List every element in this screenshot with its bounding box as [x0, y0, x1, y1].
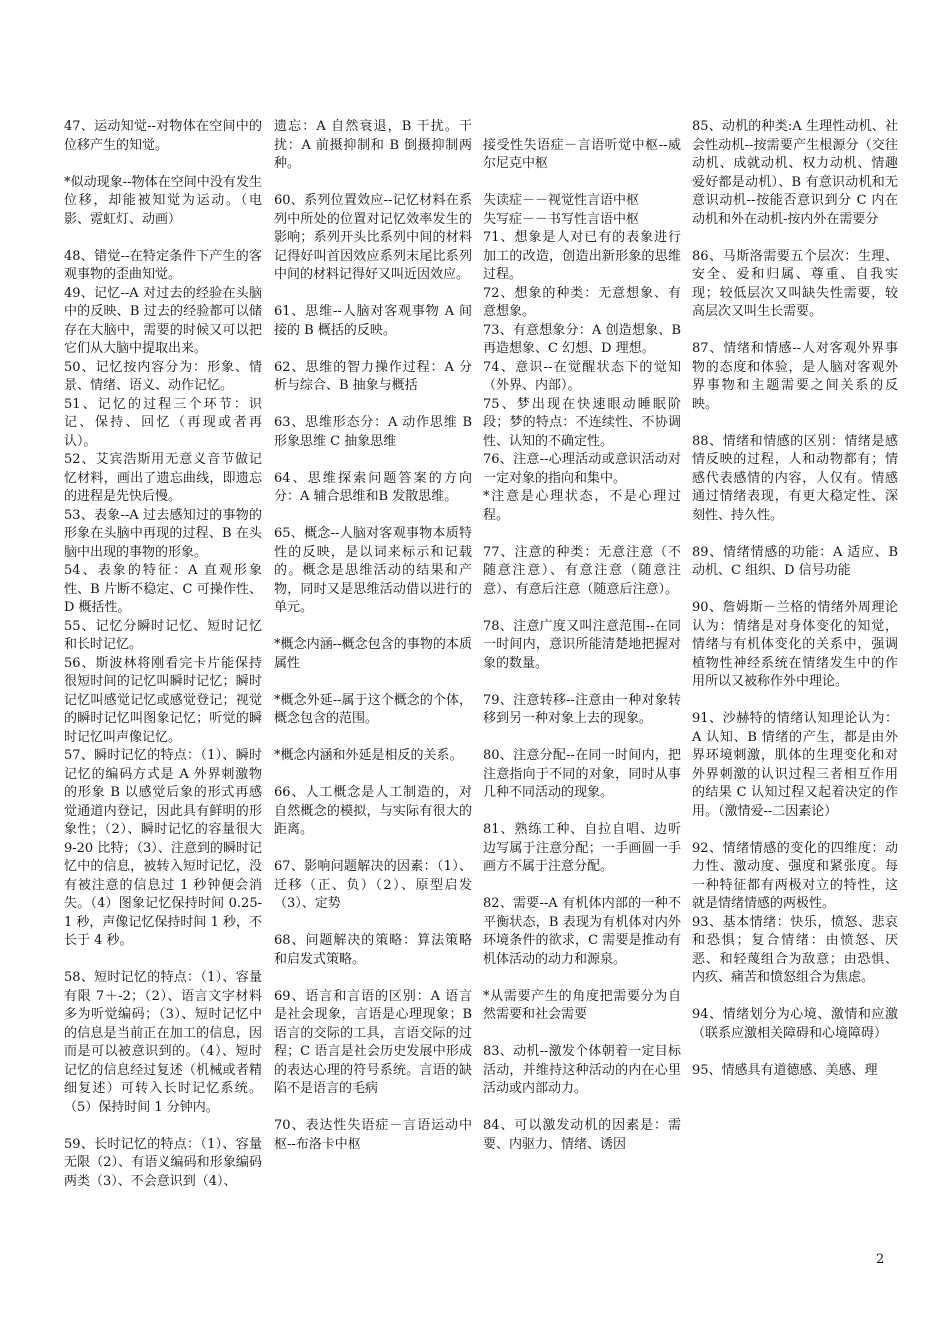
paragraph: 64、思维探索问题答案的方向分：A 辅合思维和B 发散思维。 — [274, 470, 472, 504]
paragraph: 84、可以激发动机的因素是：需要、内驱力、情绪、诱因 — [483, 1118, 681, 1152]
paragraph: 49、记忆--A 对过去的经验在头脑中的反映、B 过去的经验都可以储存在大脑中，需要的时候又可以把它们从大脑中提取出来。 — [64, 285, 262, 356]
paragraph: 75、梦出现在快速眼动睡眠阶段；梦的特点：不连续性、不协调性、认知的不确定性。 — [483, 396, 681, 449]
paragraph: 63、思维形态分：A 动作思维 B 形象思维 C 抽象思维 — [274, 415, 477, 449]
paragraph: 67、影响问题解决的因素：（1）、迁移（正、负）（2）、原型启发（3）、定势 — [274, 859, 472, 911]
paragraph: *概念内涵--概念包含的事物的本质属性 — [274, 637, 472, 671]
paragraph: 72、想象的种类：无意想象、有意想象。 — [483, 285, 681, 319]
paragraph: 61、思维--人脑对客观事物 A 间接的 B 概括的反映。 — [274, 304, 472, 338]
paragraph: 失写症－－书写性言语中枢 — [483, 211, 640, 227]
paragraph: 82、需要--A 有机体内部的一种不平衡状态，B 表现为有机体对内外环境条件的欲求，C 需要是推动有机体活动的动力和源泉。 — [483, 896, 681, 967]
paragraph: 71、想象是人对已有的表象进行加工的改造，创造出新形象的思维过程。 — [483, 230, 681, 282]
paragraph: 95、情感具有道德感、美感、理 — [692, 1062, 878, 1078]
paragraph: 55、记忆分瞬时记忆、短时记忆和长时记忆。 — [64, 618, 262, 652]
paragraph: 66、人工概念是人工制造的，对自然概念的模拟，与实际有很大的距离。 — [274, 785, 472, 837]
paragraph: 65、概念--人脑对客观事物本质特性的反映，是以词来标示和记载的。概念是思维活动的结果和产物，同时又是思维活动借以进行的单元。 — [274, 526, 472, 615]
paragraph: 94、情绪划分为心境、激情和应激（联系应激相关障碍和心境障碍） — [692, 1007, 898, 1041]
paragraph: 90、詹姆斯－兰格的情绪外周理论认为：情绪是对身体变化的知觉，情绪与有机体变化的关系中，强调植物性神经系统在情绪发生中的作用所以又被称作外中理论。 — [692, 600, 898, 689]
paragraph: 68、问题解决的策略：算法策略和启发式策略。 — [274, 933, 472, 967]
paragraph: 52、艾宾浩斯用无意义音节做记忆材料，画出了遗忘曲线，即遗忘的进程是先快后慢。 — [64, 452, 262, 504]
paragraph: *概念外延--属于这个概念的个体，概念包含的范围。 — [274, 692, 472, 726]
paragraph: 85、动机的种类:A 生理性动机、社会性动机--按需要产生根源分（交往动机、成就动机、权力动机、情趣爱好都是动机）、B 有意识动机和无意识动机--按能否意识到分 C 内在动机和外在动机-按内外在需要分 — [692, 119, 898, 227]
paragraph: 62、思维的智力操作过程：A 分析与综合、B 抽象与概括 — [274, 359, 472, 393]
paragraph: 48、错觉--在特定条件下产生的客观事物的歪曲知觉。 — [64, 248, 262, 282]
paragraph: 59、长时记忆的特点：（1）、容量无限（2）、有语义编码和形象编码两类（3）、不会意识到（4）、 — [64, 1136, 262, 1189]
paragraph: 60、系列位置效应--记忆材料在系列中所处的位置对记忆效率发生的影响；系列开头比系列中间的材料记得好叫首因效应系列末尾比系列中间的材料记得好又叫近因效应。 — [274, 193, 472, 282]
paragraph: 58、短时记忆的特点：（1）、容量有限 7＋-2；（2）、语言文字材料多为听觉编码；（3）、短时记忆中的信息是当前正在加工的信息，因而是可以被意识到的。（4）、短时记忆的信息经过复述（机械或者精细复述）可转入长时记忆系统。（5）保持时间 1 分钟内。 — [64, 970, 262, 1115]
paragraph: 80、注意分配--在同一时间内，把注意指向于不同的对象，同时从事几种不同活动的现象。 — [483, 748, 681, 800]
paragraph: 70、表达性失语症－言语运动中枢--布洛卡中枢 — [274, 1118, 472, 1152]
paragraph: 81、熟练工种、自拉自唱、边听边写属于注意分配；一手画圆一手画方不属于注意分配。 — [483, 822, 681, 874]
paragraph: 遗忘：A 自然衰退，B 干扰。干扰：A 前摄抑制和 B 倒摄抑制两种。 — [274, 119, 472, 171]
paragraph: 79、注意转移--注意由一种对象转移到另一种对象上去的现象。 — [483, 692, 681, 726]
page-number: 2 — [876, 1252, 885, 1267]
paragraph: 57、瞬时记忆的特点：（1）、瞬时记忆的编码方式是 A 外界刺激物的形象 B 以感觉后象的形式再感觉通道内登记，因此具有鲜明的形象性；（2）、瞬时记忆的容量很大 9-20 比特；（3）、注意到的瞬时记忆中的信息，被转入短时记忆，没有被注意的信息过 1 秒钟便会消失。（4）图象记忆保持时间 0.25-1 秒，声像记忆保持时间 1 秒，不长于 4 秒。 — [64, 748, 267, 948]
paragraph: 88、情绪和情感的区别：情绪是感情反映的过程，人和动物都有；情感代表感情的内容，人仅有。情感通过情绪表现，有更大稳定性、深刻性、持久性。 — [692, 433, 898, 523]
paragraph: 86、马斯洛需要五个层次：生理、安全、爱和归属、尊重、自我实现；较低层次又叫缺失性需要，较高层次又叫生长需要。 — [692, 248, 898, 319]
paragraph: 53、表象--A 过去感知过的事物的形象在头脑中再现的过程、B 在头脑中出现的事物的形象。 — [64, 507, 262, 560]
paragraph: *从需要产生的角度把需要分为自然需要和社会需要 — [483, 988, 681, 1022]
paragraph: 54、表象的特征：A 直观形象性、B 片断不稳定、C 可操作性、D 概括性。 — [64, 563, 262, 615]
text-column-4 — [692, 118, 903, 1080]
paragraph: 91、沙赫特的情绪认知理论认为：A 认知、B 情绪的产生，都是由外界环境刺激，肌体的生理变化和对外界刺激的认识过程三者相互作用的结果 C 认知过程又起着决定的作用。（激情爱--二因素论） — [692, 711, 898, 819]
paragraph: 47、运动知觉--对物体在空间中的位移产生的知觉。 — [64, 119, 262, 153]
paragraph: 89、情绪情感的功能：A 适应、B 动机、C 组织、D 信号功能 — [692, 544, 903, 578]
paragraph: 87、情绪和情感--人对客观外界事物的态度和体验，是人脑对客观外界事物和主题需要之间关系的反映。 — [692, 341, 898, 412]
text-column-2 — [274, 118, 477, 1154]
paragraph: 78、注意广度又叫注意范围--在同一时间内，意识所能清楚地把握对象的数量。 — [483, 618, 681, 671]
paragraph: 92、情绪情感的变化的四维度：动力性、激动度、强度和紧张度。每一种特征都有两极对立的特性，这就是情绪情感的两极性。 — [692, 840, 898, 911]
paragraph: 73、有意想象分：A 创造想象、B 再造想象、C 幻想、D 理想。 — [483, 322, 686, 356]
paragraph: 83、动机--激发个体朝着一定目标活动，并维持这种活动的内在心里活动或内部动力。 — [483, 1044, 681, 1096]
paragraph: 接受性失语症－言语听觉中枢--威尔尼克中枢 — [483, 137, 681, 171]
paragraph: 77、注意的种类：无意注意（不随意注意）、有意注意（随意注意）、有意后注意（随意后注意）。 — [483, 544, 681, 597]
text-column-3 — [483, 118, 686, 1154]
paragraph: *注意是心理状态，不是心理过程。 — [483, 489, 681, 523]
paragraph: *概念内涵和外延是相反的关系。 — [274, 748, 463, 763]
paragraph: 74、意识--在觉醒状态下的觉知（外界、内部）。 — [483, 359, 681, 393]
paragraph: 51、记忆的过程三个环节：识记、保持、回忆（再现或者再认）。 — [64, 396, 262, 449]
paragraph: 69、语言和言语的区别：A 语言是社会现象，言语是心理现象；B 语言的交际的工具，言语交际的过程；C 语言是社会历史发展中形成的表达心理的符号系统。言语的缺陷不是语言的毛病 — [274, 988, 477, 1096]
paragraph: 56、斯波林将刚看完卡片能保持很短时间的记忆叫瞬时记忆；瞬时记忆叫感觉记忆或感觉登记；视觉的瞬时记忆叫图象记忆；听觉的瞬时记忆叫声像记忆。 — [64, 655, 262, 745]
paragraph: 93、基本情绪：快乐，愤怒、悲哀和恐惧；复合情绪：由愤怒、厌恶、和轻蔑组合为敌意；由恐惧、内疚、痛苦和愤怒组合为焦虑。 — [692, 914, 898, 985]
paragraph: 失读症－－视觉性言语中枢 — [483, 193, 640, 208]
paragraph: 76、注意--心理活动或意识活动对一定对象的指向和集中。 — [483, 452, 681, 486]
text-column-1 — [64, 118, 267, 1191]
paragraph: *似动现象--物体在空间中没有发生位移，却能被知觉为运动。（电影、霓虹灯、动画） — [64, 174, 262, 227]
paragraph: 50、记忆按内容分为：形象、情景、情绪、语义、动作记忆。 — [64, 359, 262, 393]
